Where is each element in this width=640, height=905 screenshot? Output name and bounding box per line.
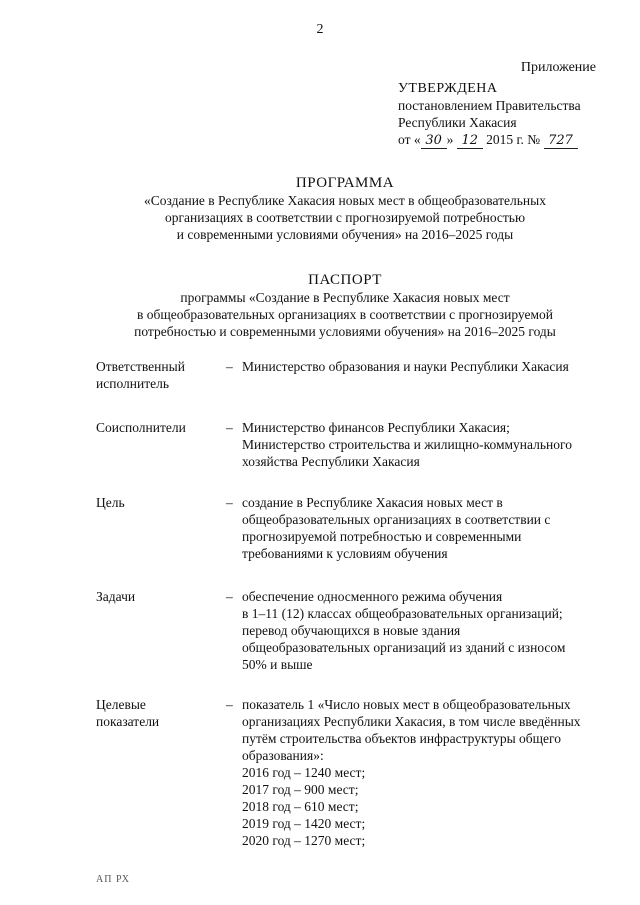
row-dash: – <box>226 589 233 604</box>
row-value-line: общеобразовательных организаций из зданий с износом <box>242 640 566 655</box>
row-value-line: обеспечение односменного режима обучения <box>242 589 503 604</box>
row-value-line: организациях Республики Хакасия, в том числе введённых <box>242 714 581 729</box>
row-value-line: 2018 год – 610 мест; <box>242 799 359 814</box>
approval-block <box>398 80 581 149</box>
decree-number: 727 <box>544 134 578 149</box>
row-value-line: прогнозируемой потребностью и современными <box>242 529 522 544</box>
row-label-line: Соисполнители <box>96 420 186 435</box>
row-label-line: Целевые <box>96 697 146 712</box>
program-title-line: «Создание в Республике Хакасия новых мест в общеобразовательных <box>144 193 546 208</box>
row-value <box>242 588 612 673</box>
date-prefix: от « <box>398 132 421 147</box>
appendix-label: Приложение <box>520 60 596 75</box>
footer-mark: АП РХ <box>96 874 131 885</box>
row-value-line: Министерство образования и науки Республики Хакасия <box>242 359 569 374</box>
row-value-line: создание в Республике Хакасия новых мест в <box>242 495 503 510</box>
passport-title-line: в общеобразовательных организациях в соответствии с прогнозируемой <box>137 307 553 322</box>
row-value-line: 50% и выше <box>242 657 313 672</box>
row-value-line: Министерство финансов Республики Хакасия; <box>242 420 510 435</box>
row-label <box>96 494 216 511</box>
row-label <box>96 588 216 605</box>
row-dash: – <box>226 495 233 510</box>
program-title: ПРОГРАММА <box>295 175 395 191</box>
date-day: 30 <box>421 134 447 149</box>
row-label-line: Задачи <box>96 589 136 604</box>
date-year: 2015 г. <box>486 132 524 147</box>
number-prefix: № <box>527 132 541 147</box>
program-title-block <box>90 175 600 243</box>
page-number: 2 <box>316 22 324 37</box>
approval-line: постановлением Правительства <box>398 98 581 113</box>
approval-date-line <box>398 131 581 149</box>
row-value-line: показатель 1 «Число новых мест в общеобразовательных <box>242 697 571 712</box>
row-label-line: Цель <box>96 495 125 510</box>
row-label-line: показатели <box>96 714 160 729</box>
row-label-line: Ответственный <box>96 359 185 374</box>
program-title-line: и современными условиями обучения» на 2016–2025 годы <box>176 227 514 242</box>
row-value <box>242 358 612 375</box>
passport-title: ПАСПОРТ <box>308 272 382 288</box>
row-label-line: исполнитель <box>96 376 169 391</box>
row-value-line: требованиями к условиям обучения <box>242 546 448 561</box>
approval-line: Республики Хакасия <box>398 115 517 130</box>
row-label <box>96 696 216 730</box>
row-value-line: Министерство строительства и жилищно-коммунального <box>242 437 572 452</box>
row-dash: – <box>226 697 233 712</box>
date-month: 12 <box>457 134 483 149</box>
row-value <box>242 419 612 470</box>
program-title-line: организациях в соответствии с прогнозируемой потребностью <box>164 210 526 225</box>
row-value <box>242 494 612 562</box>
row-value-line: перевод обучающихся в новые здания <box>242 623 461 638</box>
row-value-line: образования»: <box>242 748 324 763</box>
row-value-line: 2019 год – 1420 мест; <box>242 816 366 831</box>
row-value-line: 2016 год – 1240 мест; <box>242 765 366 780</box>
row-value <box>242 696 612 849</box>
approval-heading: УТВЕРЖДЕНА <box>398 81 498 96</box>
passport-title-line: потребностью и современными условиями обучения» на 2016–2025 годы <box>134 324 556 339</box>
row-value-line: 2017 год – 900 мест; <box>242 782 359 797</box>
row-value-line: 2020 год – 1270 мест; <box>242 833 366 848</box>
passport-title-block <box>90 272 600 340</box>
row-value-line: общеобразовательных организациях в соответствии с <box>242 512 551 527</box>
row-label <box>96 358 216 392</box>
row-dash: – <box>226 420 233 435</box>
row-dash: – <box>226 359 233 374</box>
row-value-line: хозяйства Республики Хакасия <box>242 454 420 469</box>
date-mid: » <box>446 132 454 147</box>
passport-title-line: программы «Создание в Республике Хакасия новых мест <box>180 290 510 305</box>
row-label <box>96 419 216 436</box>
row-value-line: в 1–11 (12) классах общеобразовательных организаций; <box>242 606 563 621</box>
row-value-line: путём строительства объектов инфраструктуры общего <box>242 731 561 746</box>
